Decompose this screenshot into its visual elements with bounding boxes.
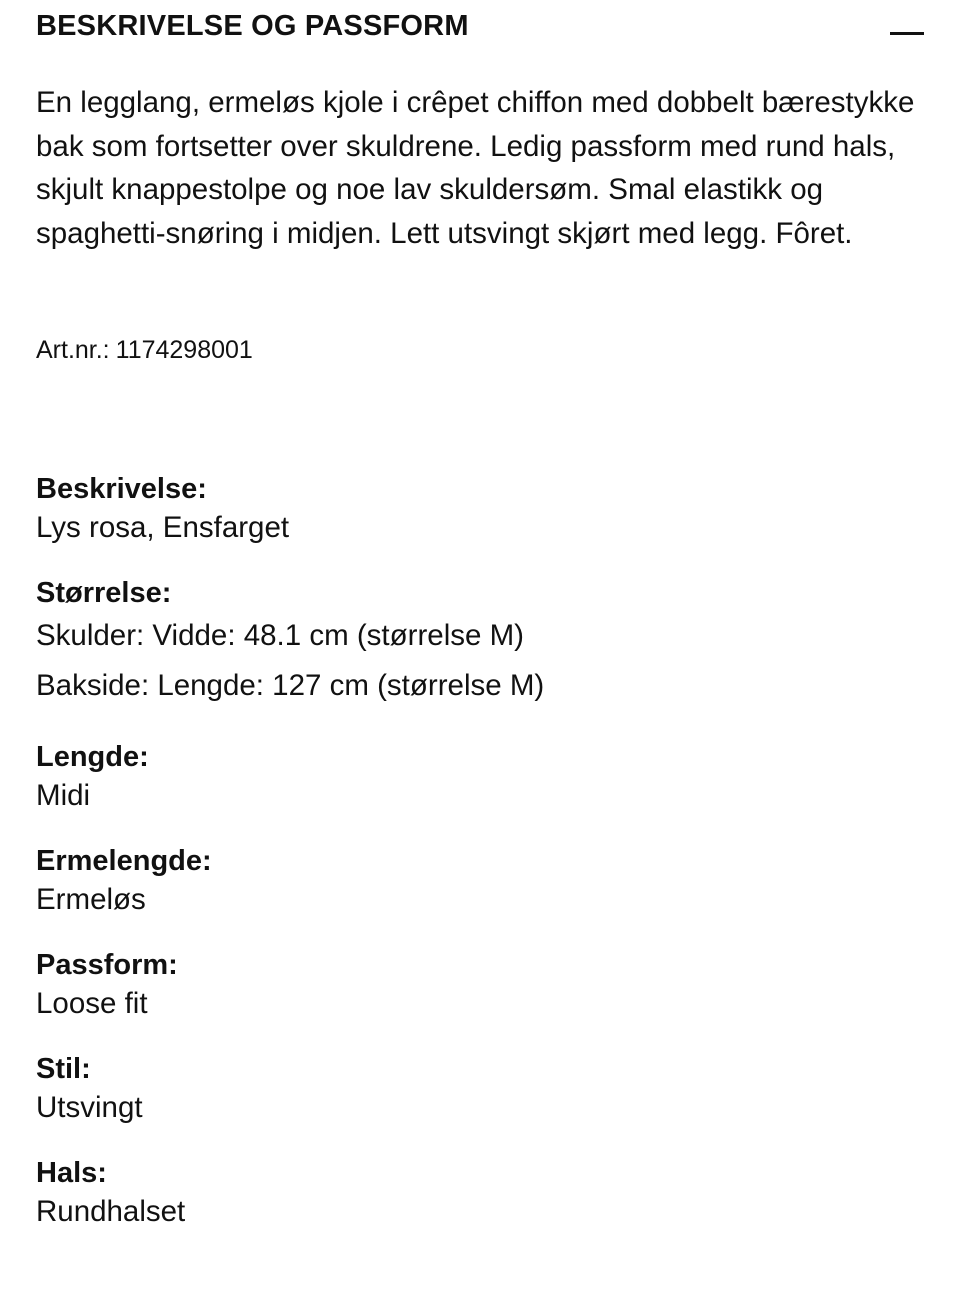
detail-label: Størrelse: <box>36 577 172 609</box>
detail-label: Passform: <box>36 949 178 981</box>
minus-icon[interactable] <box>890 12 924 40</box>
detail-group-lengde <box>36 738 936 816</box>
detail-group-hals <box>36 1154 936 1232</box>
details-list <box>36 470 936 1258</box>
product-description: En legglang, ermeløs kjole i crêpet chiffon med dobbelt bærestykke bak som fortsetter over skuldrene. Ledig passform med rund hals, skjult knappestolpe og noe lav skuldersøm. Smal elastikk og spaghetti-snøring i midjen. Lett utsvingt skjørt med legg. Fôret. <box>36 86 915 250</box>
detail-value: Loose fit <box>36 987 148 1020</box>
article-number-value: 1174298001 <box>115 336 253 364</box>
detail-label: Ermelengde: <box>36 845 212 877</box>
detail-label: Lengde: <box>36 741 149 773</box>
detail-label: Beskrivelse: <box>36 473 207 505</box>
detail-value: Bakside: Lengde: 127 cm (størrelse M) <box>36 669 545 702</box>
detail-label: Stil: <box>36 1053 91 1085</box>
detail-value: Ermeløs <box>36 883 146 916</box>
detail-group-storrelse <box>36 574 936 712</box>
accordion-header[interactable] <box>36 6 924 46</box>
detail-value: Rundhalset <box>36 1195 186 1228</box>
article-number-label: Art.nr.: <box>36 336 110 364</box>
detail-value: Skulder: Vidde: 48.1 cm (størrelse M) <box>36 619 525 652</box>
detail-value: Utsvingt <box>36 1091 143 1124</box>
article-number <box>36 333 253 367</box>
detail-value: Lys rosa, Ensfarget <box>36 511 290 544</box>
detail-value: Midi <box>36 779 91 812</box>
detail-group-stil <box>36 1050 936 1128</box>
detail-group-ermelengde <box>36 842 936 920</box>
detail-group-passform <box>36 946 936 1024</box>
detail-label: Hals: <box>36 1157 107 1189</box>
accordion-title: BESKRIVELSE OG PASSFORM <box>36 9 469 42</box>
detail-group-beskrivelse <box>36 470 936 548</box>
